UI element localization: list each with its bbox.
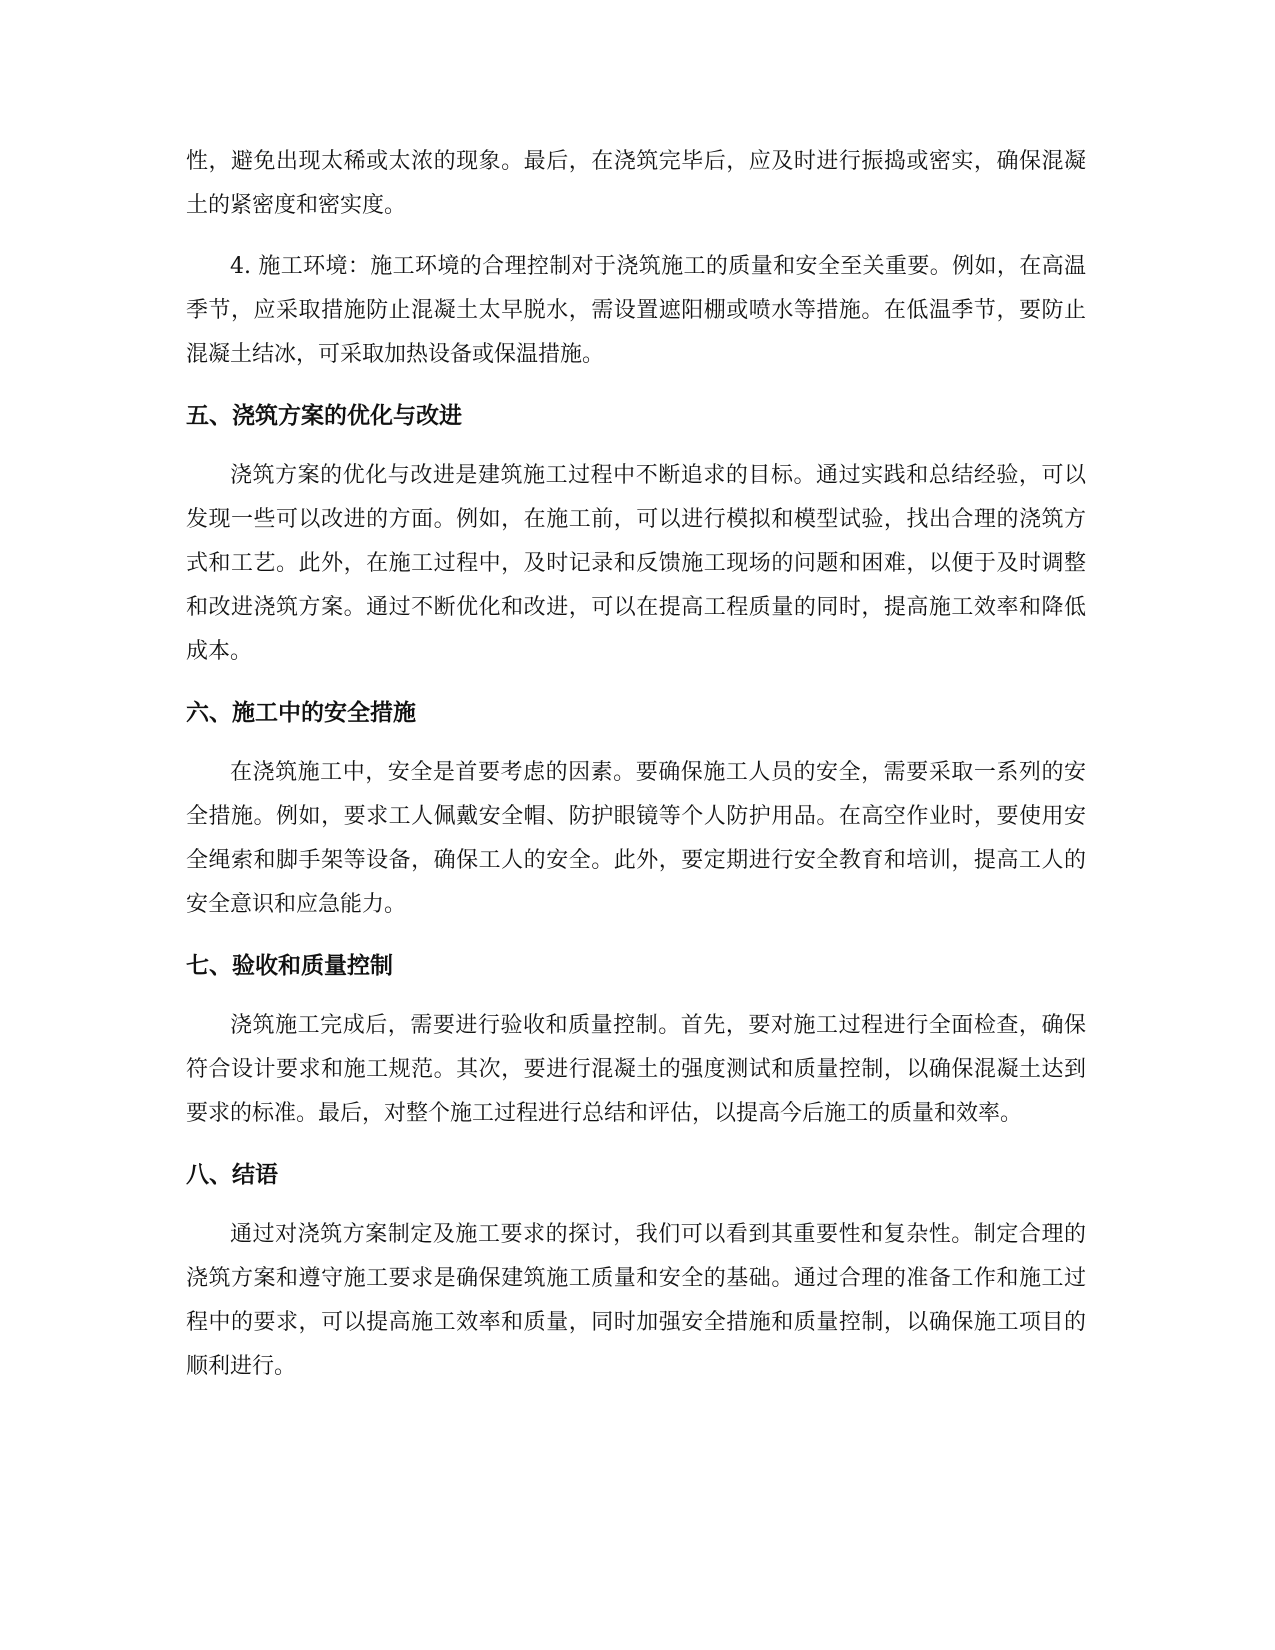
section-heading-conclusion: 八、结语 (186, 1162, 278, 1188)
paragraph-continuation: 性，避免出现太稀或太浓的现象。最后，在浇筑完毕后，应及时进行振捣或密实，确保混凝土的紧密度和密实度。 (186, 149, 1086, 218)
paragraph-construction-environment: 4. 施工环境：施工环境的合理控制对于浇筑施工的质量和安全至关重要。例如，在高温季节，应采取措施防止混凝土太早脱水，需设置遮阳棚或喷水等措施。在低温季节，要防止混凝土结冰，可采取加热设备或保温措施。 (186, 254, 1086, 367)
paragraph-acceptance: 浇筑施工完成后，需要进行验收和质量控制。首先，要对施工过程进行全面检查，确保符合设计要求和施工规范。其次，要进行混凝土的强度测试和质量控制，以确保混凝土达到要求的标准。最后，对整个施工过程进行总结和评估，以提高今后施工的质量和效率。 (186, 1013, 1086, 1126)
paragraph-conclusion: 通过对浇筑方案制定及施工要求的探讨，我们可以看到其重要性和复杂性。制定合理的浇筑方案和遵守施工要求是确保建筑施工质量和安全的基础。通过合理的准备工作和施工过程中的要求，可以提高施工效率和质量，同时加强安全措施和质量控制，以确保施工项目的顺利进行。 (186, 1222, 1086, 1379)
document-page (186, 140, 1086, 1406)
section-heading-optimization: 五、浇筑方案的优化与改进 (186, 403, 462, 429)
section-heading-safety: 六、施工中的安全措施 (186, 700, 416, 726)
section-heading-acceptance: 七、验收和质量控制 (186, 953, 393, 979)
paragraph-safety: 在浇筑施工中，安全是首要考虑的因素。要确保施工人员的安全，需要采取一系列的安全措施。例如，要求工人佩戴安全帽、防护眼镜等个人防护用品。在高空作业时，要使用安全绳索和脚手架等设备，确保工人的安全。此外，要定期进行安全教育和培训，提高工人的安全意识和应急能力。 (186, 760, 1086, 917)
paragraph-optimization: 浇筑方案的优化与改进是建筑施工过程中不断追求的目标。通过实践和总结经验，可以发现一些可以改进的方面。例如，在施工前，可以进行模拟和模型试验，找出合理的浇筑方式和工艺。此外，在施工过程中，及时记录和反馈施工现场的问题和困难，以便于及时调整和改进浇筑方案。通过不断优化和改进，可以在提高工程质量的同时，提高施工效率和降低成本。 (186, 463, 1086, 664)
